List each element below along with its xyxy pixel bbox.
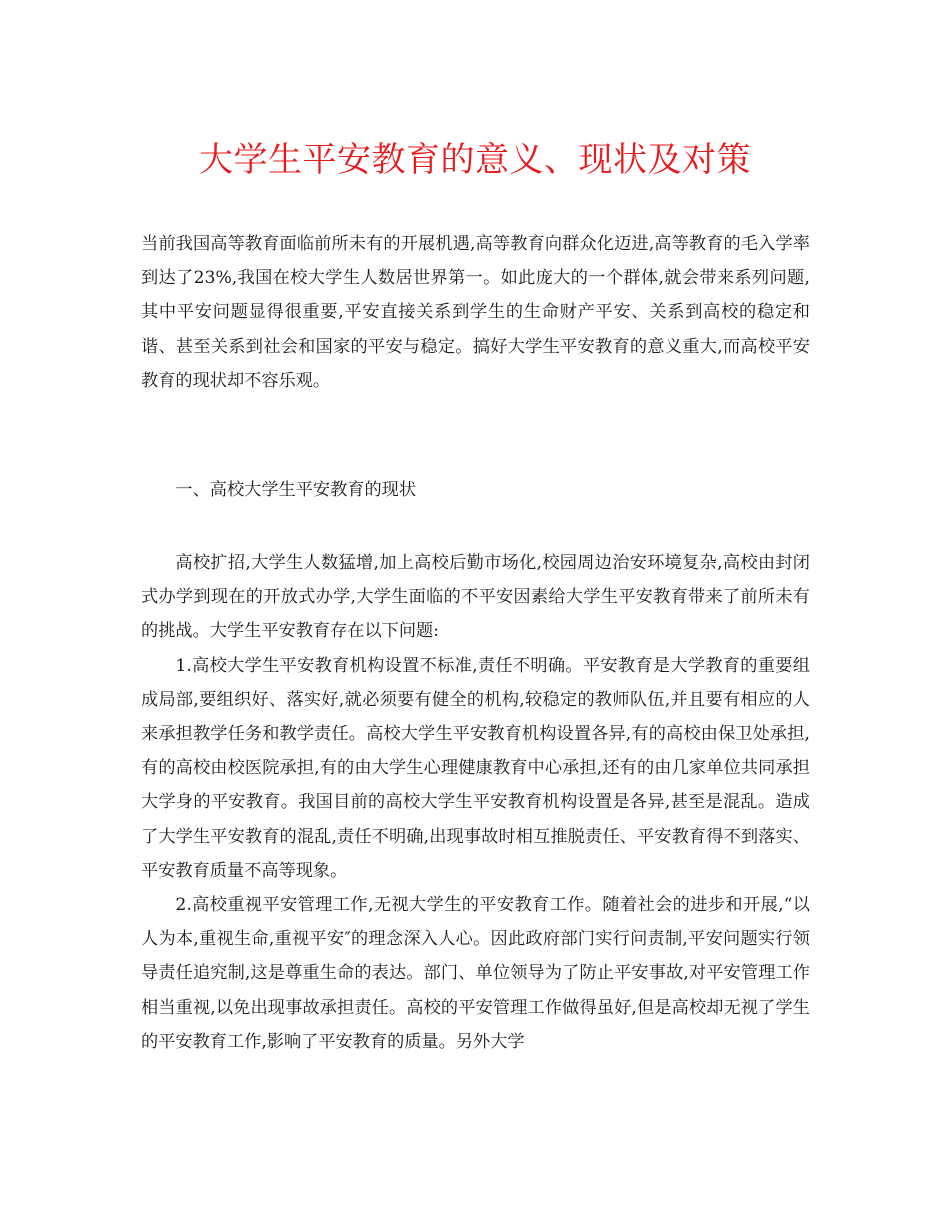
section-1-body bbox=[141, 546, 810, 1059]
intro-paragraph: 当前我国高等教育面临前所未有的开展机遇,高等教育向群众化迈进,高等教育的毛入学率到达了23%,我国在校大学生人数居世界第一。如此庞大的一个群体,就会带来系列问题,其中平安问题显得很重要,平安直接关系到学生的生命财产平安、关系到高校的稳定和谐、甚至关系到社会和国家的平安与稳定。搞好大学生平安教育的意义重大,而高校平安教育的现状却不容乐观。 bbox=[141, 234, 810, 391]
point-1-paragraph: 1.高校大学生平安教育机构设置不标准,责任不明确。平安教育是大学教育的重要组成局部,要组织好、落实好,就必须要有健全的机构,较稳定的教师队伍,并且要有相应的人来承担教学任务和教学责任。高校大学生平安教育机构设置各异,有的高校由保卫处承担,有的高校由校医院承担,有的由大学生心理健康教育中心承担,还有的由几家单位共同承担大学身的平安教育。我国目前的高校大学生平安教育机构设置是各异,甚至是混乱。造成了大学生平安教育的混乱,责任不明确,出现事故时相互推脱责任、平安教育得不到落实、平安教育质量不高等现象。 bbox=[141, 655, 810, 881]
document-title: 大学生平安教育的意义、现状及对策 bbox=[199, 140, 751, 180]
section-1-intro-paragraph: 高校扩招,大学生人数猛增,加上高校后勤市场化,校园周边治安环境复杂,高校由封闭式办学到现在的开放式办学,大学生面临的不平安因素给大学生平安教育带来了前所未有的挑战。大学生平安教育存在以下问题: bbox=[141, 553, 810, 642]
section-heading-1: 一、高校大学生平安教育的现状 bbox=[175, 480, 417, 500]
point-2-paragraph: 2.高校重视平安管理工作,无视大学生的平安教育工作。随着社会的进步和开展,“以人为本,重视生命,重视平安″的理念深入人心。因此政府部门实行问责制,平安问题实行领导责任追究制,这是尊重生命的表达。部门、单位领导为了防止平安事故,对平安管理工作相当重视,以免出现事故承担责任。高校的平安管理工作做得虽好,但是高校却无视了学生的平安教育工作,影响了平安教育的质量。另外大学 bbox=[141, 895, 810, 1052]
